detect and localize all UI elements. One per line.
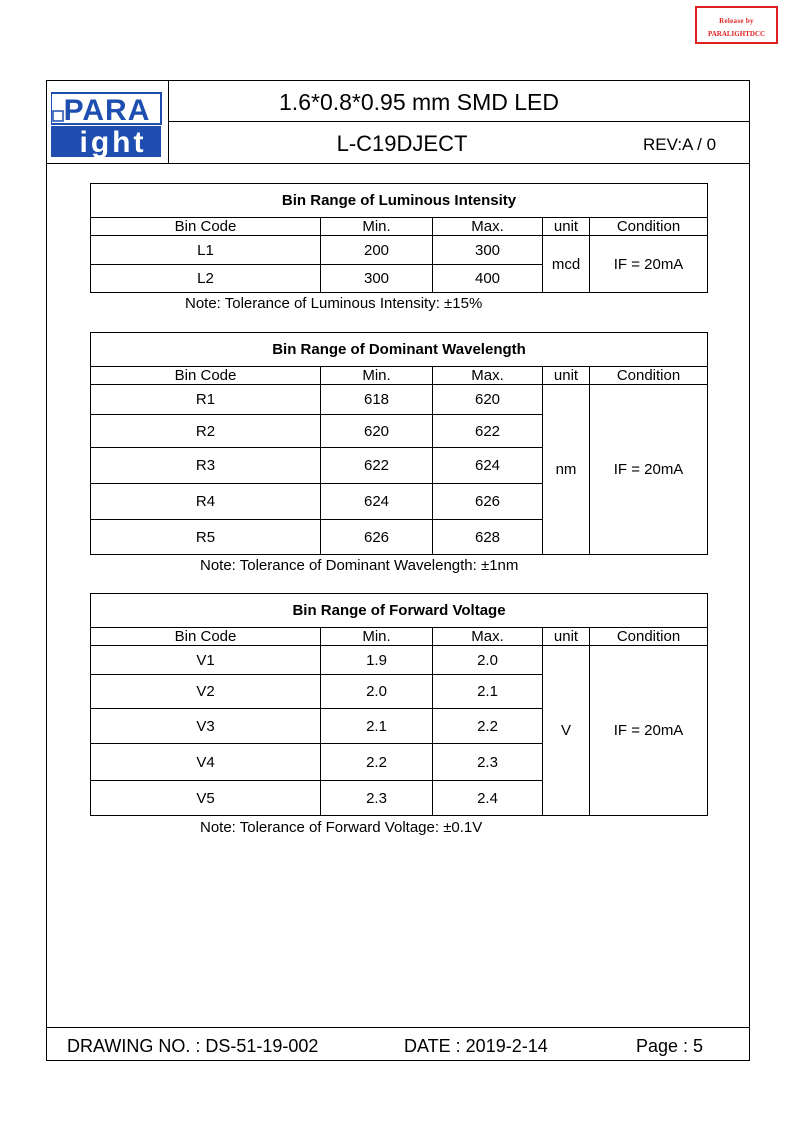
bin-code-cell: R4	[91, 484, 321, 520]
dominant-wavelength-table	[90, 332, 708, 555]
col-header-bin-code: Bin Code	[91, 367, 321, 385]
unit-cell: nm	[543, 385, 590, 555]
unit-cell: V	[543, 646, 590, 816]
col-header-bin-code: Bin Code	[91, 218, 321, 236]
col-header-min: Min.	[321, 367, 433, 385]
col-header-max: Max.	[433, 367, 543, 385]
table-row	[91, 236, 708, 265]
logo-text-bottom: ight	[79, 126, 147, 159]
col-header-condition: Condition	[590, 367, 708, 385]
min-cell: 2.1	[321, 709, 433, 744]
col-header-unit: unit	[543, 367, 590, 385]
table-row	[91, 385, 708, 415]
max-cell: 620	[433, 385, 543, 415]
col-header-bin-code: Bin Code	[91, 628, 321, 646]
bin-code-cell: L1	[91, 236, 321, 265]
condition-cell: IF = 20mA	[590, 385, 708, 555]
max-cell: 2.4	[433, 781, 543, 816]
col-header-unit: unit	[543, 628, 590, 646]
wavelength-tolerance-note: Note: Tolerance of Dominant Wavelength: ±1nm	[200, 557, 519, 574]
drawing-number: DRAWING NO. : DS-51-19-002	[67, 1036, 319, 1056]
luminous-tolerance-note: Note: Tolerance of Luminous Intensity: ±15%	[185, 295, 483, 312]
stamp-line-2: PARALIGHTDCC	[707, 30, 766, 38]
bin-code-cell: R3	[91, 448, 321, 484]
bin-code-cell: R5	[91, 520, 321, 555]
model-number: L-C19DJECT	[336, 131, 468, 156]
max-cell: 2.3	[433, 744, 543, 781]
unit-cell: mcd	[543, 236, 590, 293]
bin-code-cell: V2	[91, 675, 321, 709]
col-header-max: Max.	[433, 628, 543, 646]
max-cell: 624	[433, 448, 543, 484]
header-divider-bottom	[47, 163, 749, 164]
max-cell: 2.0	[433, 646, 543, 675]
footer-divider	[47, 1027, 749, 1028]
bin-code-cell: L2	[91, 265, 321, 293]
header-divider-middle	[168, 121, 749, 122]
min-cell: 300	[321, 265, 433, 293]
min-cell: 2.3	[321, 781, 433, 816]
condition-cell: IF = 20mA	[590, 236, 708, 293]
col-header-condition: Condition	[590, 628, 708, 646]
max-cell: 2.1	[433, 675, 543, 709]
bin-code-cell: V4	[91, 744, 321, 781]
min-cell: 626	[321, 520, 433, 555]
table-caption: Bin Range of Forward Voltage	[91, 594, 708, 628]
paralight-logo	[51, 91, 165, 159]
bin-code-cell: V3	[91, 709, 321, 744]
max-cell: 628	[433, 520, 543, 555]
min-cell: 2.2	[321, 744, 433, 781]
forward-voltage-table	[90, 593, 708, 816]
col-header-min: Min.	[321, 218, 433, 236]
min-cell: 620	[321, 415, 433, 448]
max-cell: 400	[433, 265, 543, 293]
table-caption: Bin Range of Luminous Intensity	[91, 184, 708, 218]
document-title: 1.6*0.8*0.95 mm SMD LED	[279, 89, 559, 115]
luminous-intensity-table	[90, 183, 708, 293]
bin-code-cell: V5	[91, 781, 321, 816]
min-cell: 2.0	[321, 675, 433, 709]
max-cell: 622	[433, 415, 543, 448]
voltage-tolerance-note: Note: Tolerance of Forward Voltage: ±0.1V	[200, 819, 483, 836]
min-cell: 622	[321, 448, 433, 484]
col-header-unit: unit	[543, 218, 590, 236]
min-cell: 618	[321, 385, 433, 415]
col-header-max: Max.	[433, 218, 543, 236]
col-header-min: Min.	[321, 628, 433, 646]
page-number: Page : 5	[636, 1036, 704, 1056]
max-cell: 626	[433, 484, 543, 520]
document-date: DATE : 2019-2-14	[404, 1036, 548, 1056]
min-cell: 624	[321, 484, 433, 520]
release-stamp	[695, 6, 778, 44]
min-cell: 1.9	[321, 646, 433, 675]
min-cell: 200	[321, 236, 433, 265]
col-header-condition: Condition	[590, 218, 708, 236]
logo-text-top: PARA	[63, 94, 151, 127]
stamp-line-1: Release by	[719, 17, 754, 25]
table-row	[91, 646, 708, 675]
max-cell: 2.2	[433, 709, 543, 744]
max-cell: 300	[433, 236, 543, 265]
revision-label: REV:A / 0	[643, 135, 717, 154]
bin-code-cell: V1	[91, 646, 321, 675]
bin-code-cell: R2	[91, 415, 321, 448]
condition-cell: IF = 20mA	[590, 646, 708, 816]
table-caption: Bin Range of Dominant Wavelength	[91, 333, 708, 367]
bin-code-cell: R1	[91, 385, 321, 415]
